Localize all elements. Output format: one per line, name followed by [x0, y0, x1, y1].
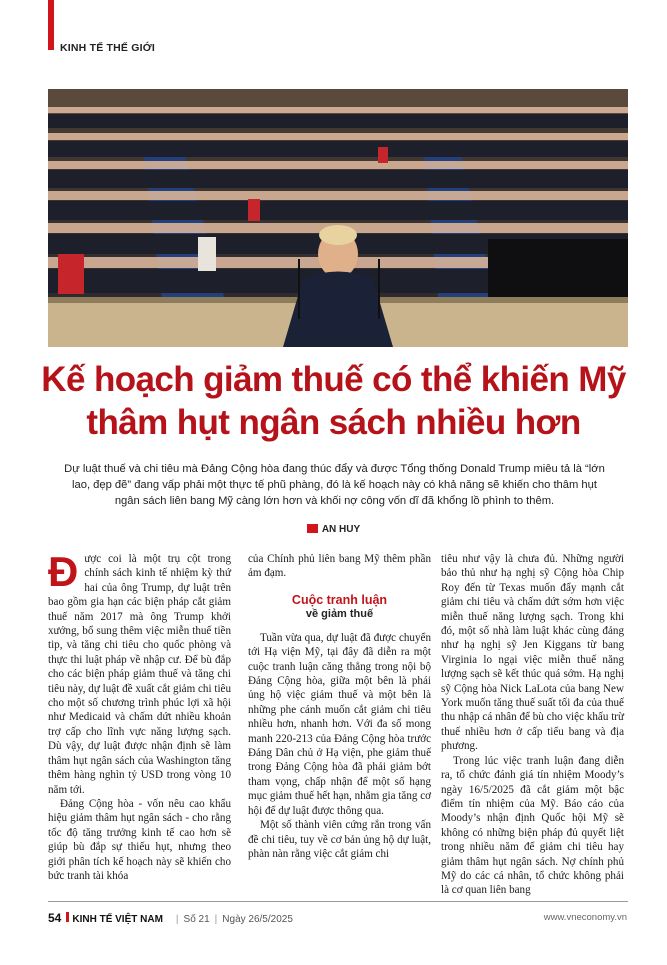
byline — [0, 524, 667, 535]
subhead-line-1: Cuộc tranh luận — [291, 592, 388, 607]
article-paragraph-5: Trong lúc việc tranh luận đang diễn ra, tổ chức đánh giá tín nhiệm Moody’s ngày 16/5/2025 đã cắt giảm một bậc điểm tín nhiệm của Mỹ. Báo cáo của Moody’s nhận định Quốc hội Mỹ sẽ không có những biện pháp đủ quyết liệt trong nhiều năm để giảm chi tiêu hay giảm thâm hụt ngân sách. Nợ chính phủ Mỹ do các cá nhân, tổ chức không phải là cơ quan liên bang — [441, 754, 624, 897]
headline-line-2: thâm hụt ngân sách nhiều hơn — [86, 403, 581, 442]
paragraph-1-text: ược coi là một trụ cột trong chính sách kinh tế nhiệm kỳ thứ hai của ông Trump, dự luật trên bao gồm gia hạn các biện pháp cắt giảm thuế năm 2017 mà ông Trump khởi xướng, bổ sung thêm việc miễn thuế tiền tip, và tăng chi tiêu cho quốc phòng và thực thi luật pháp về nhập cư. Để bù đắp cho các biện pháp giảm thuế và tăng chi tiêu này, dự luật đề xuất cắt giảm chi tiêu cho một số chương trình phúc lợi xã hội như Medicaid và chấm dứt nhiều khoản trợ cấp cho lĩnh vực năng lượng sạch. Dù vậy, dự luật được nhận định sẽ làm thâm hụt ngân sách của Washington tăng thêm hàng nghìn tỷ USD trong vòng 10 năm tới. — [48, 553, 231, 796]
subhead-line-2: về giảm thuế — [305, 607, 374, 620]
footer-separator: | — [175, 914, 179, 925]
congress-chamber-image — [48, 89, 628, 347]
website-url: www.vneconomy.vn — [543, 912, 627, 923]
article-lede: Dự luật thuế và chi tiêu mà Đảng Cộng hòa đang thúc đẩy và được Tổng thống Donald Trump miêu tả là “lớn lao, đẹp đẽ” đang vấp phải một thực tế phũ phàng, đó là kế hoạch này có khả năng sẽ khiến cho thâm hụt ngân sách liên bang Mỹ càng lớn hơn và khối nợ công vốn dĩ đã khổng lồ phình to thêm. — [64, 463, 605, 507]
drop-cap: Đ — [48, 548, 79, 595]
article-subhead — [248, 593, 431, 621]
headline-line-1: Kế hoạch giảm thuế có thể khiến Mỹ — [41, 360, 626, 399]
article-paragraph-4: Một số thành viên cứng rắn trong vấn đề chi tiêu, tuy về cơ bản ủng hộ dự luật, phàn nàn rằng việc cắt giảm chi — [248, 819, 431, 860]
article-paragraph-2-continued: của Chính phủ liên bang Mỹ thêm phần ảm đạm. — [248, 553, 431, 580]
footer-separator: | — [214, 914, 218, 925]
section-label: KINH TẾ THẾ GIỚI — [60, 42, 155, 54]
publication-marker — [66, 912, 69, 922]
vietnam-flag-icon — [307, 524, 318, 533]
footer-divider — [48, 901, 628, 902]
issue-date: Ngày 26/5/2025 — [222, 914, 293, 925]
article-column-2 — [248, 552, 431, 861]
page-number: 54 — [48, 911, 62, 925]
page-footer — [48, 911, 293, 925]
article-headline — [40, 358, 627, 444]
hero-photo — [48, 89, 628, 347]
byline-author: AN HUY — [321, 524, 361, 535]
article-paragraph-4-continued: tiêu như vậy là chưa đủ. Những người bảo thủ như hạ nghị sỹ Cộng hòa Chip Roy đến từ Texas muốn đẩy mạnh cắt giảm chi tiêu và chấm dứt sớm hơn việc miễn thuế năng lượng sạch. Trong khi đó, một số nhà làm luật khác cùng đảng như hạ nghị sỹ Jen Kiggans từ bang Virginia lo ngại việc miễn thuế năng lượng sạch sẽ kết thúc quá sớm. Hạ nghị sỹ Cộng hòa Nick LaLota của bang New York muốn tăng thuế suất tối đa của thuế thu nhập cá nhân để bù cho việc khấu trừ thuế nhiều hơn ở cấp tiểu bang và địa phương. — [441, 553, 624, 753]
article-column-3 — [441, 552, 624, 898]
article-column-1 — [48, 548, 231, 883]
issue-number: Số 21 — [183, 914, 210, 925]
article-paragraph-2: Đảng Cộng hòa - vốn nêu cao khẩu hiệu giảm thâm hụt ngân sách - cho rằng tốc độ tăng trưởng kinh tế cao hơn sẽ giúp bù đắp sự thiếu hụt, nhưng theo giới phân tích kế hoạch này sẽ khiến cho bức tranh tài khóa — [48, 797, 231, 882]
section-marker — [48, 0, 54, 50]
article-paragraph-3: Tuần vừa qua, dự luật đã được chuyển tới Hạ viện Mỹ, tại đây đã diễn ra một cuộc tranh luận căng thẳng trong nội bộ Đảng Cộng hòa, giữa một bên là phái ủng hộ việc giảm thuế và một bên là những phe cánh muốn cắt giảm chi tiêu nhiều hơn, nhanh hơn. Với đa số mong manh 220-213 của Đảng Cộng hòa trước Đảng Dân chủ ở Hạ viện, phe giảm thuế trong Đảng Cộng hòa đã phải giảm bớt tham vọng, chấp nhận để một số hạng mục giảm thuế hết hạn, nhằm gia tăng cơ hội để dự luật được thông qua. — [248, 631, 432, 817]
publication-name: KINH TẾ VIỆT NAM — [72, 914, 163, 925]
article-paragraph-1 — [48, 548, 231, 797]
